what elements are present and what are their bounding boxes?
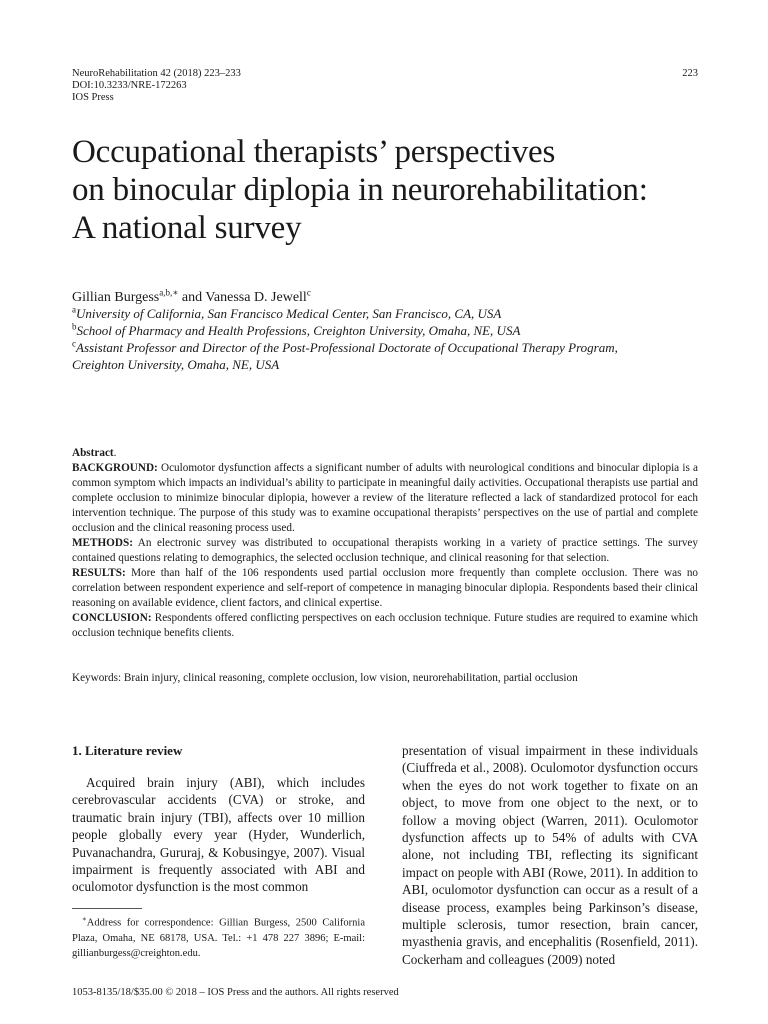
author-conjunction: and bbox=[181, 290, 203, 305]
author-list bbox=[72, 287, 692, 306]
page-number: 223 bbox=[682, 68, 698, 79]
title-line-1: Occupational therapists’ perspectives bbox=[72, 134, 556, 170]
background-label: BACKGROUND: bbox=[72, 462, 158, 474]
affiliations bbox=[72, 305, 712, 373]
abstract-methods bbox=[72, 536, 698, 566]
affiliation-marker: a bbox=[72, 304, 76, 315]
author-name: Gillian Burgess bbox=[72, 290, 160, 305]
footnote-text: Address for correspondence: Gillian Burgess, 2500 California Plaza, Omaha, NE 68178, USA. Tel.: +1 478 227 3896; E-mail: gillianburgess@creighton.edu. bbox=[72, 917, 365, 959]
methods-text: An electronic survey was distributed to occupational therapists working in a variety of practice settings. The survey contained questions relating to demographics, the selected occlusion technique, and clinical reasoning for that selection. bbox=[72, 537, 698, 564]
abstract-conclusion bbox=[72, 611, 698, 641]
methods-label: METHODS: bbox=[72, 537, 133, 549]
abstract bbox=[72, 446, 698, 641]
title-line-3: A national survey bbox=[72, 210, 302, 246]
abstract-results bbox=[72, 566, 698, 611]
body-paragraph: Acquired brain injury (ABI), which includes cerebrovascular accidents (CVA) or stroke, and traumatic brain injury (TBI), affects over 10 million people globally every year (Hyder, Wunderlich, Puvanachandra, Gururaj, & Kobusingye, 2007). Visual impairment is frequently associated with ABI and oculomotor dysfunction is the most common bbox=[72, 775, 365, 895]
conclusion-text: Respondents offered conflicting perspectives on each occlusion technique. Future studies are required to examine which occlusion technique benefits clients. bbox=[72, 612, 698, 639]
author-name: Vanessa D. Jewell bbox=[205, 290, 307, 305]
left-column bbox=[72, 742, 365, 896]
affiliation-line: $^a$University of California, San Francisco Medical Center, San Francisco, CA, USA bbox=[72, 304, 502, 321]
copyright-line: 1053-8135/18/$35.00 © 2018 – IOS Press and the authors. All rights reserved bbox=[72, 987, 399, 998]
author-affiliation-marker: a,b,∗ bbox=[159, 287, 179, 298]
affiliation-marker: b bbox=[72, 321, 77, 332]
footnote-rule bbox=[72, 908, 142, 909]
author-affiliation-marker: c bbox=[306, 287, 311, 298]
article-title bbox=[72, 133, 732, 247]
abstract-heading: Abstract. bbox=[72, 447, 117, 459]
right-column bbox=[402, 742, 698, 968]
journal-header bbox=[72, 68, 372, 104]
footnote-marker: ∗ bbox=[82, 915, 87, 923]
doi[interactable]: DOI:10.3233/NRE-172263 bbox=[72, 80, 187, 91]
conclusion-label: CONCLUSION: bbox=[72, 612, 152, 624]
body-paragraph: presentation of visual impairment in these individuals (Ciuffreda et al., 2008). Oculomotor dysfunction occurs when the eyes do not work together to fixate on an object, to move from one object to the next, or to follow a moving object (Warren, 2011). Oculomotor dysfunction affects up to 54% of adults with CVA alone, not including TBI, reflecting its significant impact on people with ABI (Rowe, 2011). In addition to ABI, oculomotor dysfunction can occur as a result of a disease process, examples being Parkinson’s disease, multiple sclerosis, tumor resection, brain cancer, myasthenia gravis, and encephalitis (Rosenfield, 2011). Cockerham and colleagues (2009) noted bbox=[402, 743, 698, 967]
correspondence-footnote bbox=[72, 912, 365, 961]
publisher: IOS Press bbox=[72, 92, 114, 103]
journal-citation: NeuroRehabilitation 42 (2018) 223–233 bbox=[72, 68, 241, 79]
affiliation-line: Creighton University, Omaha, NE, USA bbox=[72, 357, 280, 372]
affiliation-line: $^b$School of Pharmacy and Health Professions, Creighton University, Omaha, NE, USA bbox=[72, 321, 521, 338]
affiliation-line: $^c$Assistant Professor and Director of the Post-Professional Doctorate of Occupational Therapy Program, bbox=[72, 338, 618, 355]
results-text: More than half of the 106 respondents used partial occlusion more frequently than complete occlusion. There was no correlation between respondent experience and self-report of competence in managing binocular diplopia. Respondents based their clinical reasoning on available evidence, client factors, and clinical expertise. bbox=[72, 567, 699, 609]
keywords: Keywords: Brain injury, clinical reasoning, complete occlusion, low vision, neurorehabilitation, partial occlusion bbox=[72, 672, 578, 684]
abstract-background bbox=[72, 461, 698, 536]
affiliation-marker: c bbox=[72, 338, 76, 349]
section-heading: 1. Literature review bbox=[72, 743, 183, 758]
title-line-2: on binocular diplopia in neurorehabilitation: bbox=[72, 172, 648, 208]
results-label: RESULTS: bbox=[72, 567, 126, 579]
background-text: Oculomotor dysfunction affects a significant number of adults with neurological conditions and binocular diplopia is a common symptom which impacts an individual’s ability to participate in meaningful daily activities. Occupational therapists use partial and complete occlusion to minimize binocular diplopia, however a review of the literature reflected a lack of standardized protocol for each intervention technique. The purpose of this study was to examine occupational therapists’ perspectives on the use of partial and complete occlusion and the clinical reasoning process used. bbox=[72, 462, 698, 534]
